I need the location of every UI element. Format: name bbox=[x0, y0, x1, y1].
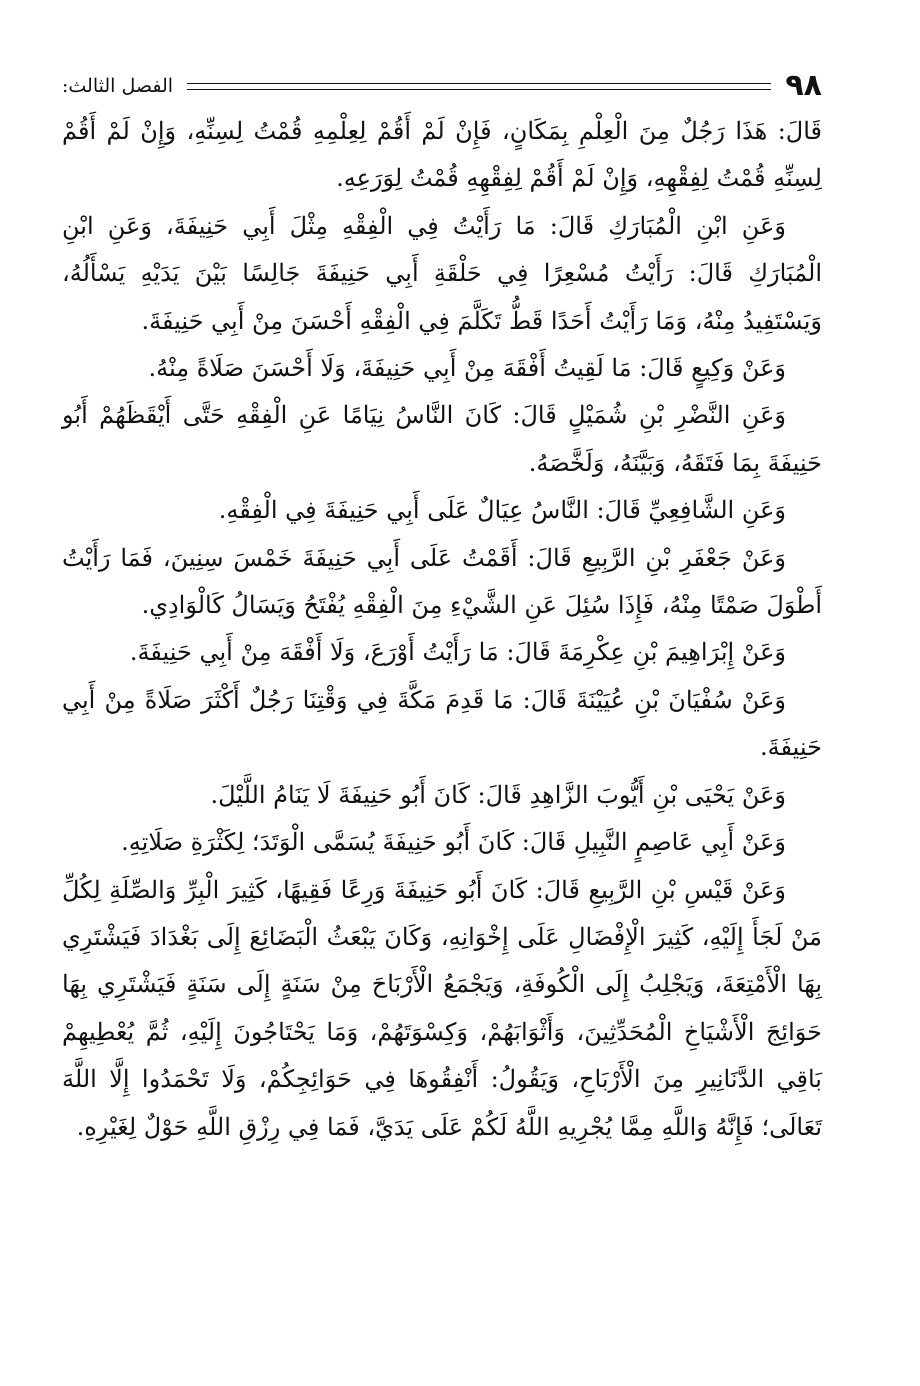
paragraph: وَعَنِ النَّضْرِ بْنِ شُمَيْلٍ قَالَ: كَانَ النَّاسُ نِيَامًا عَنِ الْفِقْهِ حَتَّى أَيْقَظَهُمْ أَبُو حَنِيفَةَ بِمَا فَتَقَهُ، وَبَيَّنَهُ، وَلَخَّصَهُ. bbox=[62, 401, 822, 477]
paragraph: وَعَنْ إِبْرَاهِيمَ بْنِ عِكْرِمَةَ قَالَ: مَا رَأَيْتُ أَوْرَعَ، وَلَا أَفْقَهَ مِنْ أَبِي حَنِيفَةَ. bbox=[129, 638, 786, 667]
chapter-title: الفصل الثالث: bbox=[62, 75, 174, 97]
book-page bbox=[62, 66, 822, 1151]
paragraph: وَعَنِ ابْنِ الْمُبَارَكِ قَالَ: مَا رَأَيْتُ فِي الْفِقْهِ مِثْلَ أَبِي حَنِيفَةَ، وَعَنِ ابْنِ الْمُبَارَكِ قَالَ: رَأَيْتُ مُسْعِرًا فِي حَلْقَةِ أَبِي حَنِيفَةَ جَالِسًا بَيْنَ يَدَيْهِ يَسْأَلُهُ، وَيَسْتَفِيدُ مِنْهُ، وَمَا رَأَيْتُ أَحَدًا قَطُّ تَكَلَّمَ فِي الْفِقْهِ أَحْسَنَ مِنْ أَبِي حَنِيفَةَ. bbox=[62, 211, 822, 335]
paragraph: وَعَنْ يَحْيَى بْنِ أَيُّوبَ الزَّاهِدِ قَالَ: كَانَ أَبُو حَنِيفَةَ لَا يَنَامُ اللَّيْلَ. bbox=[210, 780, 786, 809]
paragraph: وَعَنْ أَبِي عَاصِمٍ النَّبِيلِ قَالَ: كَانَ أَبُو حَنِيفَةَ يُسَمَّى الْوَتَدَ؛ لِكَثْرَةِ صَلَاتِهِ. bbox=[121, 828, 786, 857]
paragraph: وَعَنْ وَكِيعٍ قَالَ: مَا لَقِيتُ أَفْقَهَ مِنْ أَبِي حَنِيفَةَ، وَلَا أَحْسَنَ صَلَاةً مِنْهُ. bbox=[148, 354, 786, 383]
header-double-rule bbox=[187, 83, 771, 90]
paragraph: وَعَنْ قَيْسِ بْنِ الرَّبِيعِ قَالَ: كَانَ أَبُو حَنِيفَةَ وَرِعًا فَقِيهًا، كَثِيرَ الْبِرِّ وَالصِّلَةِ لِكُلِّ مَنْ لَجَأَ إِلَيْهِ، كَثِيرَ الْإِفْضَالِ عَلَى إِخْوَانِهِ، وَكَانَ يَبْعَثُ الْبَضَائِعَ إِلَى بَغْدَادَ فَيَشْتَرِي بِهَا الْأَمْتِعَةَ، وَيَجْلِبُ إِلَى الْكُوفَةِ، وَيَجْمَعُ الْأَرْبَاحَ مِنْ سَنَةٍ إِلَى سَنَةٍ فَيَشْتَرِي بِهَا حَوَائِجَ الْأَشْيَاخِ الْمُحَدِّثِينَ، وَأَثْوَابَهُمْ، وَكِسْوَتَهُمْ، وَمَا يَحْتَاجُونَ إِلَيْهِ، ثُمَّ يُعْطِيهِمْ بَاقِي الدَّنَانِيرِ مِنَ الْأَرْبَاحِ، وَيَقُولُ: أَنْفِقُوهَا فِي حَوَائِجِكُمْ، وَلَا تَحْمَدُوا إِلَّا اللَّهَ تَعَالَى؛ فَإِنَّهُ وَاللَّهِ مِمَّا يُجْرِيهِ اللَّهُ لَكُمْ عَلَى يَدَيَّ، فَمَا فِي رِزْقِ اللَّهِ حَوْلٌ لِغَيْرِهِ. bbox=[62, 875, 822, 1141]
paragraph: وَعَنْ جَعْفَرِ بْنِ الرَّبِيعِ قَالَ: أَقَمْتُ عَلَى أَبِي حَنِيفَةَ خَمْسَ سِنِينَ، فَمَا رَأَيْتُ أَطْوَلَ صَمْتًا مِنْهُ، فَإِذَا سُئِلَ عَنِ الشَّيْءِ مِنَ الْفِقْهِ يُفْتَحُ وَيَسَالُ كَالْوَادِي. bbox=[62, 543, 822, 620]
paragraph: وَعَنْ سُفْيَانَ بْنِ عُيَيْنَةَ قَالَ: مَا قَدِمَ مَكَّةَ فِي وَقْتِنَا رَجُلٌ أَكْثَرَ صَلَاةً مِنْ أَبِي حَنِيفَةَ. bbox=[62, 685, 822, 762]
paragraph: قَالَ: هَذَا رَجُلٌ مِنَ الْعِلْمِ بِمَكَانٍ، فَإِنْ لَمْ أَقُمْ لِعِلْمِهِ قُمْتُ لِسِنِّهِ، وَإِنْ لَمْ أَقُمْ لِسِنِّهِ قُمْتُ لِفِقْهِهِ، وَإِنْ لَمْ أَقُمْ لِفِقْهِهِ قُمْتُ لِوَرَعِهِ. bbox=[62, 117, 822, 193]
running-header bbox=[62, 66, 822, 106]
body-text bbox=[62, 108, 822, 1151]
page-number: ٩٨ bbox=[785, 68, 822, 103]
paragraph: وَعَنِ الشَّافِعِيِّ قَالَ: النَّاسُ عِيَالٌ عَلَى أَبِي حَنِيفَةَ فِي الْفِقْهِ. bbox=[218, 496, 786, 525]
